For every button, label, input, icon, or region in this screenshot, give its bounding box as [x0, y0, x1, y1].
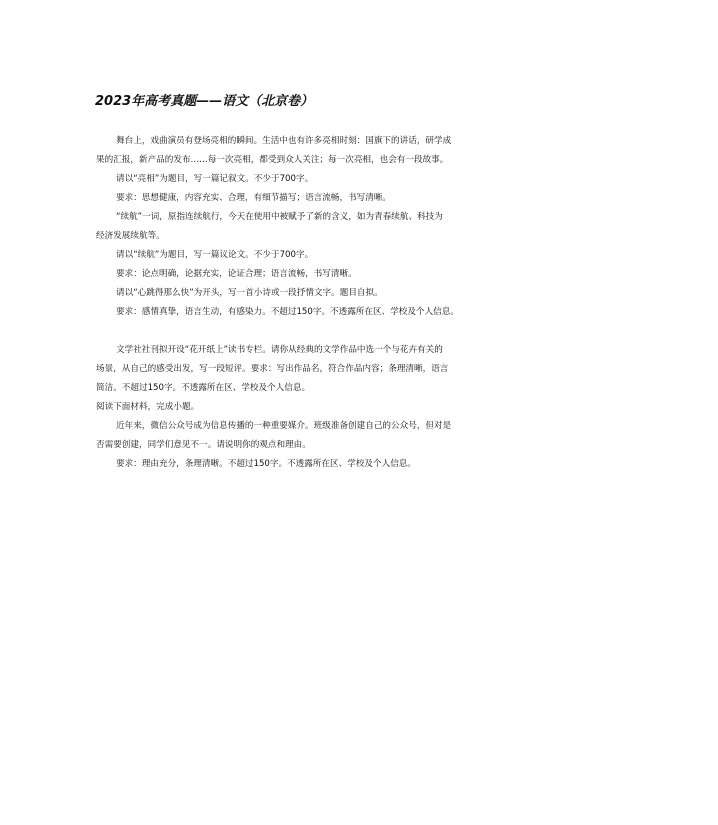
text-line: 请以“亮相”为题目，写一篇记叙文。不少于700字。 — [116, 174, 314, 184]
text-line: 近年来，微信公众号成为信息传播的一种重要媒介。班级准备创建自己的公众号，但对是 — [116, 421, 452, 431]
text-line: 否需要创建，同学们意见不一。请说明你的观点和理由。 — [96, 440, 311, 450]
essay-prompts-section — [96, 132, 548, 322]
text-line: 阅读下面材料，完成小题。 — [96, 402, 200, 412]
text-line: 要求：论点明确，论据充实，论证合理；语言流畅，书写清晰。 — [116, 269, 357, 279]
text-line: “续航”一词，原指连续航行，今天在使用中被赋予了新的含义，如为青春续航、科技为 — [116, 212, 443, 222]
text-line: 要求：思想健康，内容充实、合理，有细节描写；语言流畅，书写清晰。 — [116, 193, 392, 203]
text-line: 请以“续航”为题目，写一篇议论文。不少于700字。 — [116, 250, 314, 260]
text-line: 文学社社刊拟开设“花开纸上”读书专栏。请你从经典的文学作品中选一个与花卉有关的 — [116, 345, 443, 355]
text-line: 请以“心跳得那么快”为开头，写一首小诗或一段抒情文字。题目自拟。 — [116, 288, 383, 298]
text-line: 果的汇报，新产品的发布……每一次亮相，都受到众人关注；每一次亮相，也会有一段故事。 — [96, 155, 449, 165]
text-line: 简洁。不超过150字。不透露所在区、学校及个人信息。 — [96, 383, 311, 393]
text-line: 要求：感情真挚，语言生动，有感染力。不超过150字。不透露所在区、学校及个人信息。 — [116, 307, 459, 317]
text-line: 要求：理由充分，条理清晰。不超过150字。不透露所在区、学校及个人信息。 — [116, 459, 416, 469]
text-line: 场景，从自己的感受出发，写一段短评。要求：写出作品名，符合作品内容；条理清晰，语言 — [96, 364, 449, 374]
short-writing-section — [96, 341, 548, 474]
text-line: 舞台上，戏曲演员有登场亮相的瞬间。生活中也有许多亮相时刻：国旗下的讲话，研学成 — [116, 136, 452, 146]
page-title: 2023年高考真题——语文（北京卷） — [95, 94, 314, 109]
text-line: 经济发展续航等。 — [96, 231, 165, 241]
